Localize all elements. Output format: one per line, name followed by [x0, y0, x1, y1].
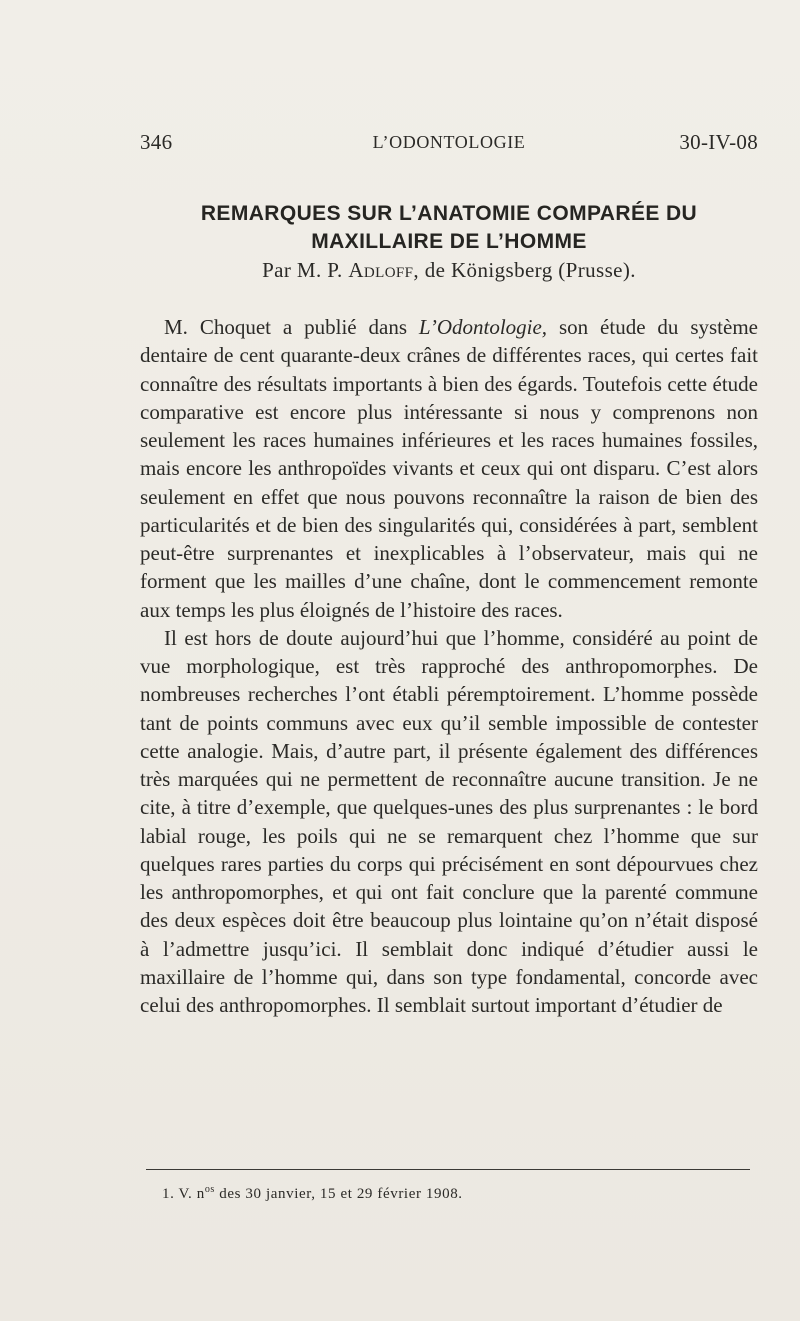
byline-suffix: , de Königsberg (Prusse). — [413, 258, 636, 282]
paragraph-1 — [140, 313, 758, 624]
article-title — [140, 200, 758, 256]
page-number: 346 — [140, 130, 173, 154]
article-body — [140, 313, 758, 1019]
footnote — [162, 1184, 463, 1203]
paragraph-2: Il est hors de doute aujourd’hui que l’homme, considéré au point de vue morphologique, est très rapproché des anthropomorphes. De nombreuses recherches l’ont établi péremptoirement. L’homme possède tant de points communs avec eux qu’il semble impossible de contester cette analogie. Mais, d’autre part, il présente également des différences très marquées qui ne permettent de reconnaître aucune transition. Je ne cite, à titre d’exemple, que quelques-unes des plus surprenantes : le bord labial rouge, les poils qui ne se remarquent chez l’homme que sur quelques rares parties du corps qui précisément en sont dépourvues chez les anthropomorphes, et qui ont fait conclure que la parenté commune des deux espèces doit être beaucoup plus lointaine qu’on n’était disposé à l’admettre jusqu’ici. Il semblait donc indiqué d’étudier aussi le maxillaire de l’homme qui, dans son type fondamental, concorde avec celui des anthropomorphes. Il semblait surtout important d’étudier de — [140, 625, 758, 1017]
footnote-superscript: os — [204, 1184, 215, 1195]
paragraph-1-start: M. Choquet a publié dans — [164, 315, 419, 339]
footnote-prefix: 1. V. n — [162, 1186, 205, 1202]
issue-date: 30-IV-08 — [679, 130, 758, 154]
article-title-line-2: MAXILLAIRE DE L’HOMME — [311, 230, 587, 253]
footnote-divider — [146, 1169, 750, 1170]
byline — [140, 258, 758, 283]
byline-prefix: Par M. P. — [262, 258, 349, 282]
paragraph-1-rest: son étude du système dentaire de cent quarante-deux crânes de différentes races, qui certes fait connaître des résultats importants à bien des égards. Toutefois cette étude comparative est encore plus intéressante si nous y comprenons non seulement les races humaines inférieures et les races humaines fossiles, mais encore les anthropoïdes vivants et ceux qui ont disparu. C’est alors seulement en effet que nous pouvons reconnaître la raison de bien des particularités et de bien des singularités qui, considérées à part, semblent peut-être surprenantes et inexplicables à l’observateur, mais qui ne forment que les mailles d’une chaîne, dont le commencement remonte aux temps les plus éloignés de l’histoire des races. — [140, 315, 758, 622]
footnote-text: des 30 janvier, 15 et 29 février 1908. — [214, 1186, 463, 1202]
journal-title: L’ODONTOLOGIE — [372, 132, 526, 152]
running-head — [140, 130, 758, 160]
byline-author: Adloff — [348, 258, 414, 282]
article-title-line-1: REMARQUES SUR L’ANATOMIE COMPARÉE DU — [200, 202, 698, 225]
journal-reference: L’Odontologie, — [418, 315, 548, 339]
